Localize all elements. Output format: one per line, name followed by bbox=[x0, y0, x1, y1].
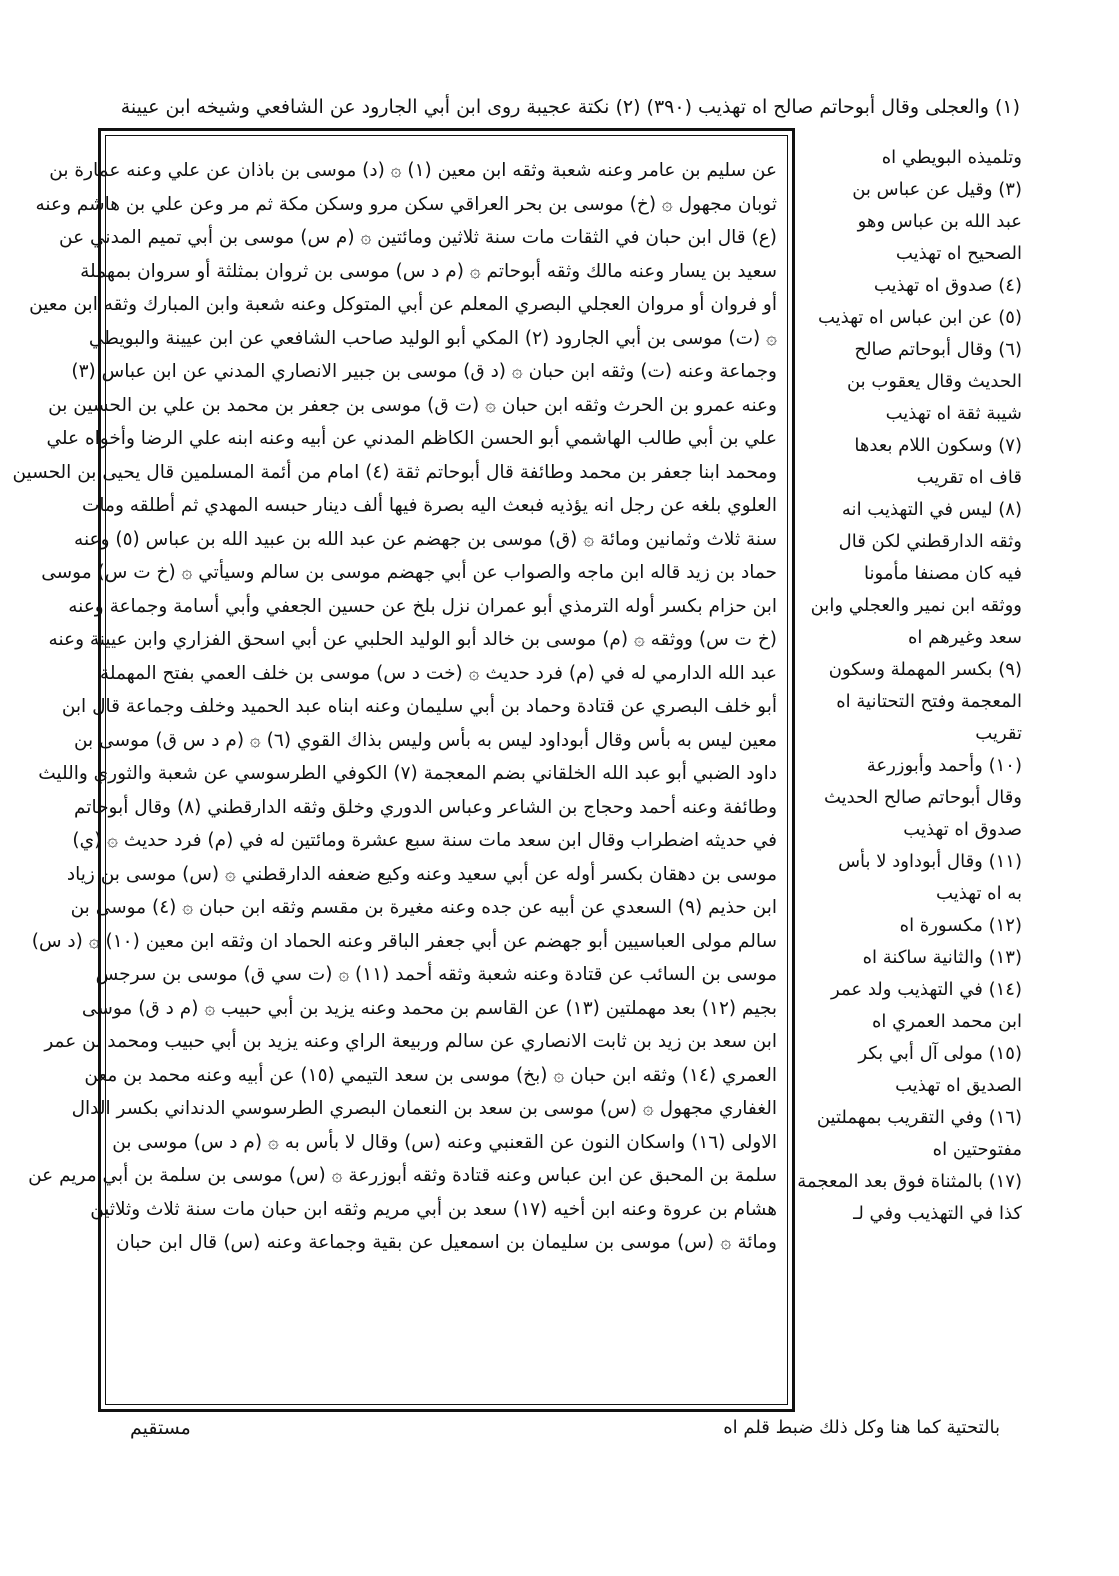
margin-note-line: الصديق اه تهذيب bbox=[895, 1075, 1022, 1096]
margin-note-line: (١٧) بالمثناة فوق بعد المعجمة bbox=[797, 1171, 1022, 1192]
main-text-frame bbox=[12, 128, 795, 1412]
margin-note-line: وثقه الدارقطني لكن قال bbox=[838, 531, 1022, 552]
margin-note-line: (٨) ليس في التهذيب انه bbox=[841, 499, 1022, 520]
margin-note-line: (٩) بكسر المهملة وسكون bbox=[828, 659, 1022, 680]
margin-note-line: (٣) وقيل عن عباس بن bbox=[852, 179, 1022, 200]
main-text-body bbox=[12, 135, 788, 1405]
main-text-line: أو فروان أو مروان العجلي البصري المعلم عن أبي المتوكل وعنه شعبة وابن المبارك وثقه ابن معين bbox=[29, 294, 777, 315]
main-text-line: العمري (١٤) وثقه ابن حبان ۞ (بخ) موسى بن سعد التيمي (١٥) عن أبيه وعنه محمد بن معن bbox=[84, 1064, 777, 1086]
main-text-line: موسى بن دهقان بكسر أوله عن أبي سعيد وعنه وكيع ضعفه الدارقطني ۞ (س) موسى بن زياد bbox=[66, 863, 777, 885]
main-text-line: بجيم (١٢) بعد مهملتين (١٣) عن القاسم بن محمد وعنه يزيد بن أبي حبيب ۞ (م د ق) موسى bbox=[81, 997, 777, 1019]
margin-note-line: الصحيح اه تهذيب bbox=[895, 243, 1022, 264]
main-text-line: في حديثه اضطراب وقال ابن سعد مات سنة سبع عشرة ومائتين له في (م) فرد حديث ۞ (ي) bbox=[72, 830, 777, 851]
main-text-line: أبو خلف البصري عن قتادة وحماد بن أبي سليمان وعنه ابناه عبد الحميد وخلف وجماعة قال ابن bbox=[61, 696, 777, 717]
margin-note-line: (١٥) مولى آل أبي بكر bbox=[858, 1043, 1022, 1064]
main-text-line: وجماعة وعنه (ت) وثقه ابن حبان ۞ (د ق) موسى بن جبير الانصاري المدني عن ابن عباس (٣) bbox=[71, 361, 777, 382]
main-text-line: ابن حزام بكسر أوله الترمذي أبو عمران نزل بلخ عن حسين الجعفي وأبي أسامة وجماعة وعنه bbox=[68, 595, 777, 617]
margin-note-line: (١٢) مكسورة اه bbox=[899, 915, 1022, 936]
main-text-line: ومائة ۞ (س) موسى بن سليمان بن اسمعيل عن بقية وجماعة وعنه (س) قال ابن حبان bbox=[116, 1232, 777, 1253]
margin-note-line: المعجمة وفتح التحتانية اه bbox=[836, 691, 1022, 712]
margin-note-line: كذا في التهذيب وفي لـ bbox=[853, 1203, 1022, 1224]
margin-note-line: (٧) وسكون اللام بعدها bbox=[854, 435, 1022, 456]
main-text-line: ومحمد ابنا جعفر بن محمد وطائفة قال أبوحاتم ثقة (٤) امام من أئمة المسلمين قال يحيى بن الحسين bbox=[12, 461, 777, 483]
main-text-line: ۞ (ت) موسى بن أبي الجارود (٢) المكي أبو الوليد صاحب الشافعي عن ابن عيينة والبويطي bbox=[88, 327, 777, 349]
margin-note-line: (١٤) في التهذيب ولد عمر bbox=[831, 979, 1022, 1000]
margin-note-line: (٤) صدوق اه تهذيب bbox=[873, 275, 1022, 296]
main-text-line: معين ليس به بأس وقال أبوداود ليس به بأس وليس بذاك القوي (٦) ۞ (م د س ق) موسى بن bbox=[73, 729, 777, 751]
main-text-line: ابن سعد بن زيد بن ثابت الانصاري عن سالم وربيعة الراي وعنه يزيد بن أبي حبيب ومحمد بن عمر bbox=[44, 1031, 777, 1052]
top-footnote-line: (١) والعجلى وقال أبوحاتم صالح اه تهذيب (٣٩٠) (٢) نكتة عجيبة روى ابن أبي الجارود عن الشافعي وشيخه ابن عيينة bbox=[120, 96, 1020, 118]
margin-note-line: ووثقه ابن نمير والعجلي وابن bbox=[810, 595, 1022, 616]
main-text-line: العلوي بلغه عن رجل انه يؤذيه فبعث اليه بصرة فيها ألف دينار حبسه المهدي ثم أطلقه ومات bbox=[82, 495, 777, 516]
margin-note-line: تقريب bbox=[975, 723, 1022, 744]
margin-note-line: (٦) وقال أبوحاتم صالح bbox=[854, 339, 1022, 360]
margin-note-line: فيه كان مصنفا مأمونا bbox=[864, 563, 1022, 584]
margin-note-line: عبد الله بن عباس وهو bbox=[857, 211, 1022, 232]
main-text-line: (خ ت س) ووثقه ۞ (م) موسى بن خالد أبو الوليد الحلبي عن أبي اسحق الفزاري وابن عيينة وعنه bbox=[48, 629, 777, 650]
main-text-line: حماد بن زيد قاله ابن ماجه والصواب عن أبي جهضم موسى بن سالم وسيأتي ۞ (خ ت س) موسى bbox=[41, 562, 777, 583]
main-text-line: وعنه عمرو بن الحرث وثقه ابن حبان ۞ (ت ق) موسى بن جعفر بن محمد بن علي بن الحسين بن bbox=[48, 394, 777, 416]
margin-note-line: (١٠) وأحمد وأبوزرعة bbox=[866, 755, 1022, 776]
margin-note-line: (٥) عن ابن عباس اه تهذيب bbox=[818, 307, 1022, 328]
main-text-line: سنة ثلاث وثمانين ومائة ۞ (ق) موسى بن جهضم عن عبد الله بن عبيد الله بن عباس (٥) وعنه bbox=[74, 528, 777, 550]
main-text-line: ابن حذيم (٩) السعدي عن أبيه عن جده وعنه مغيرة بن مقسم وثقه ابن حبان ۞ (٤) موسى بن bbox=[70, 897, 777, 918]
main-text-line: هشام بن عروة وعنه ابن أخيه (١٧) سعد بن أبي مريم وثقه ابن حبان مات سنة ثلاث وثلاثين bbox=[90, 1198, 777, 1220]
main-text-line: الاولى (١٦) واسكان النون عن القعنبي وعنه (س) وقال لا بأس به ۞ (م د س) موسى بن bbox=[112, 1131, 777, 1153]
margin-note-line: الحديث وقال يعقوب بن bbox=[846, 371, 1022, 392]
margin-note-line: مفتوحتين اه bbox=[932, 1139, 1022, 1160]
margin-note-line: وقال أبوحاتم صالح الحديث bbox=[823, 787, 1022, 808]
margin-note-line: ابن محمد العمري اه bbox=[871, 1011, 1022, 1032]
main-text-line: سالم مولى العباسيين أبو جهضم عن أبي جعفر الباقر وعنه الحماد ان وثقه ابن معين (١٠) ۞ (د س) bbox=[31, 930, 777, 952]
margin-note-line: قاف اه تقريب bbox=[916, 467, 1022, 488]
margin-final-note: بالتحتية كما هنا وكل ذلك ضبط قلم اه bbox=[723, 1417, 1000, 1438]
margin-note-line: (١٣) والثانية ساكنة اه bbox=[862, 947, 1022, 968]
main-text-line: داود الضبي أبو عبد الله الخلقاني بضم المعجمة (٧) الكوفي الطرسوسي عن شعبة والثوري والليث bbox=[38, 763, 777, 784]
main-text-line: ثوبان مجهول ۞ (خ) موسى بن بحر العراقي سكن مرو وسكن مكة ثم مر وعن علي بن هاشم وعنه bbox=[35, 193, 777, 215]
main-text-line: موسى بن السائب عن قتادة وعنه شعبة وثقه أحمد (١١) ۞ (ت سي ق) موسى بن سرجس bbox=[95, 964, 777, 985]
margin-note-line: وتلميذه البويطي اه bbox=[881, 147, 1022, 168]
margin-note-line: (١١) وقال أبوداود لا بأس bbox=[838, 851, 1022, 872]
margin-note-line: به اه تهذيب bbox=[936, 883, 1022, 904]
margin-note-line: سعد وغيرهم اه bbox=[907, 627, 1022, 648]
catchword: مستقيم bbox=[130, 1417, 191, 1439]
main-text-line: سعيد بن يسار وعنه مالك وثقه أبوحاتم ۞ (م د س) موسى بن ثروان بمثلثة أو سروان بمهملة bbox=[80, 260, 777, 282]
margin-note-line: (١٦) وفي التقريب بمهملتين bbox=[816, 1107, 1022, 1128]
margin-note-line: شيبة ثقة اه تهذيب bbox=[885, 403, 1022, 424]
margin-note-line: صدوق اه تهذيب bbox=[903, 819, 1022, 840]
margin-notes-column bbox=[797, 142, 1022, 1230]
main-text-line: وطائفة وعنه أحمد وحجاج بن الشاعر وعباس الدوري وخلق وثقه الدارقطني (٨) وقال أبوحاتم bbox=[74, 796, 777, 818]
main-text-line: عن سليم بن عامر وعنه شعبة وثقه ابن معين (١) ۞ (د) موسى بن باذان عن علي وعنه عمارة بن bbox=[49, 160, 777, 181]
main-text-line: عبد الله الدارمي له في (م) فرد حديث ۞ (خت د س) موسى بن خلف العمي بفتح المهملة bbox=[99, 662, 777, 684]
main-text-line: سلمة بن المحبق عن ابن عباس وعنه قتادة وثقه أبوزرعة ۞ (س) موسى بن سلمة بن أبي مريم عن bbox=[28, 1165, 777, 1186]
main-text-line: علي بن أبي طالب الهاشمي أبو الحسن الكاظم المدني عن أبيه وعنه ابنه علي الرضا وأخواه علي bbox=[46, 428, 777, 449]
main-text-line: الغفاري مجهول ۞ (س) موسى بن سعد بن النعمان البصري الطرسوسي الدنداني بكسر الدال bbox=[71, 1098, 777, 1119]
main-text-line: (ع) قال ابن حبان في الثقات مات سنة ثلاثين ومائتين ۞ (م س) موسى بن أبي تميم المدني عن bbox=[59, 227, 777, 248]
